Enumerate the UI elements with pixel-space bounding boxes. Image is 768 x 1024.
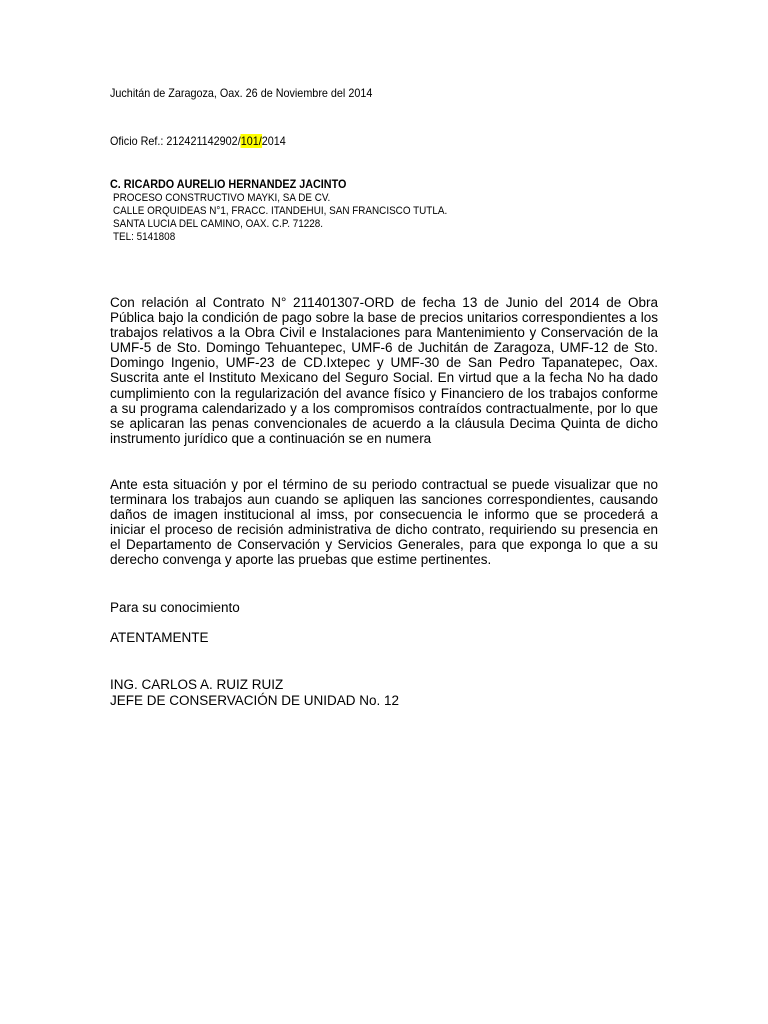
body-paragraph-1: Con relación al Contrato N° 211401307-ORD de fecha 13 de Junio del 2014 de Obra Pública bajo la condición de pago sobre la base de precios unitarios correspondientes a los trabajos relativos a la Obra Civil e Instalaciones para Mantenimiento y Conservación de la UMF-5 de Sto. Domingo Tehuantepec, UMF-6 de Juchitán de Zaragoza, UMF-12 de Sto. Domingo Ingenio, UMF-23 de CD.Ixtepec y UMF-30 de San Pedro Tapanatepec, Oax. Suscrita ante el Instituto Mexicano del Seguro Social. En virtud que a la fecha No ha dado cumplimiento con la regularización del avance físico y Financiero de los trabajos conforme a su programa calendarizado y a los compromisos contraídos contractualmente, por lo que se aplicaran las penas convencionales de acuerdo a la cláusula Decima Quinta de dicho instrumento jurídico que a continuación se en numera: [110, 295, 658, 446]
signer-name: ING. CARLOS A. RUIZ RUIZ: [110, 677, 284, 692]
reference-prefix: Oficio Ref.: 212421142902/: [110, 134, 241, 148]
reference-suffix: 2014: [261, 134, 286, 148]
closing-note: Para su conocimiento: [110, 600, 240, 615]
recipient-company: PROCESO CONSTRUCTIVO MAYKI, SA DE CV.: [113, 192, 331, 204]
reference-highlight: 101/: [240, 134, 262, 148]
salutation: ATENTAMENTE: [110, 630, 209, 645]
recipient-phone: TEL: 5141808: [113, 231, 176, 243]
place-date: Juchitán de Zaragoza, Oax. 26 de Noviembre del 2014: [110, 86, 373, 100]
signer-title: JEFE DE CONSERVACIÓN DE UNIDAD No. 12: [110, 693, 400, 708]
recipient-address-line-2: SANTA LUCIA DEL CAMINO, OAX. C.P. 71228.: [113, 218, 324, 230]
recipient-address-line-1: CALLE ORQUIDEAS N°1, FRACC. ITANDEHUI, SAN FRANCISCO TUTLA.: [113, 205, 448, 217]
recipient-name: C. RICARDO AURELIO HERNANDEZ JACINTO: [110, 177, 347, 191]
body-paragraph-2: Ante esta situación y por el término de su periodo contractual se puede visualizar que no terminara los trabajos aun cuando se apliquen las sanciones correspondientes, causando daños de imagen institucional al imss, por consecuencia le informo que se procederá a iniciar el proceso de recisión administrativa de dicho contrato, requiriendo su presencia en el Departamento de Conservación y Servicios Generales, para que exponga lo que a su derecho convenga y aporte las pruebas que estime pertinentes.: [110, 477, 658, 568]
reference-line: [110, 134, 286, 148]
